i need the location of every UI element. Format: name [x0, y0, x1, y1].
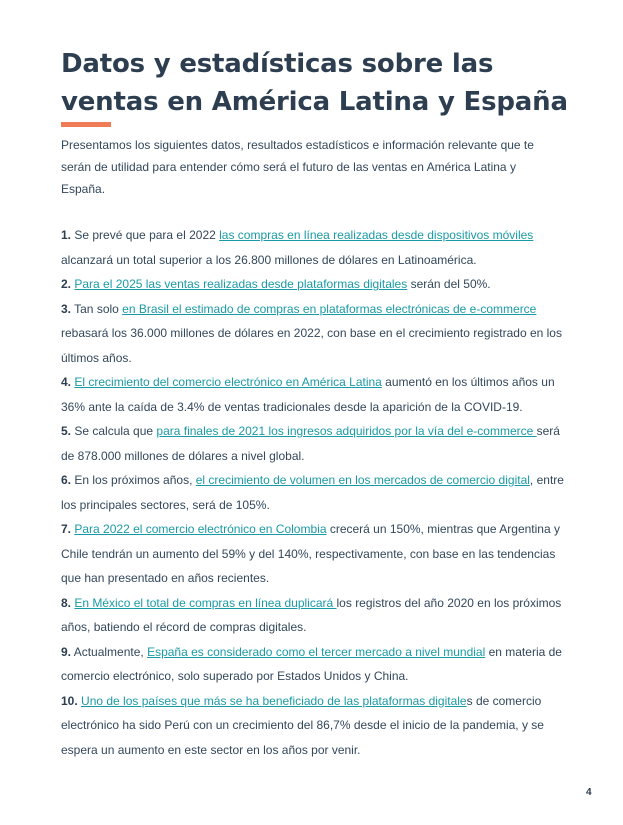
- stat-text-pre: Se prevé que para el 2022: [71, 228, 220, 242]
- stat-number: 8.: [61, 595, 72, 610]
- stat-link[interactable]: el crecimiento de volumen en los mercados de comercio digital: [195, 473, 530, 487]
- stat-text-post: crecerá un 150%, mientras que Argentina y Chile tendrán un aumento del 59% y del 140%, respectivamente, con base en las tendencias que han presentado en años recientes.: [61, 522, 560, 585]
- stat-number: 1.: [61, 228, 72, 242]
- stat-number: 9.: [61, 644, 72, 659]
- stat-number: 10.: [61, 693, 78, 708]
- stat-text-post: aumentó en los últimos años un 36% ante la caída de 3.4% de ventas tradicionales desde la aparición de la COVID-19.: [61, 375, 555, 414]
- stat-text-post: , entre los principales sectores, será de 105%.: [61, 473, 564, 512]
- stat-item-1: [61, 223, 571, 272]
- stat-text-pre: Tan solo: [71, 301, 123, 316]
- stat-text-post: rebasará los 36.000 millones de dólares en 2022, con base en el crecimiento registrado en los últimos años.: [61, 326, 562, 365]
- stat-number: 2.: [61, 277, 72, 291]
- stat-text-pre: Se calcula que: [71, 424, 157, 438]
- stat-text-post: en materia de comercio electrónico, solo superado por Estados Unidos y China.: [61, 644, 562, 683]
- stat-link[interactable]: para finales de 2021 los ingresos adquiridos por la vía del e-commerce: [156, 424, 537, 438]
- stat-link[interactable]: las compras en línea realizadas desde dispositivos móviles: [219, 228, 534, 242]
- title-accent-bar: [61, 122, 111, 127]
- stat-link[interactable]: El crecimiento del comercio electrónico en América Latina: [74, 375, 382, 389]
- stat-text-post: s de comercio electrónico ha sido Perú con un crecimiento del 86,7% desde el inicio de la pandemia, y se espera un aumento en este sector en los años por venir.: [61, 693, 544, 757]
- stat-number: 5.: [61, 424, 72, 438]
- stats-list: [61, 223, 571, 762]
- stat-text-pre: Actualmente,: [71, 644, 148, 659]
- page-title: Datos y estadísticas sobre las ventas en América Latina y España: [61, 49, 568, 117]
- stat-number: 3.: [61, 301, 72, 316]
- stat-number: 7.: [61, 522, 72, 536]
- stat-item-4: [61, 370, 571, 419]
- stat-link[interactable]: En México el total de compras en línea duplicará: [74, 595, 337, 610]
- stat-link[interactable]: Para el 2025 las ventas realizadas desde plataformas digitales: [74, 277, 408, 291]
- stat-text-post: alcanzará un total superior a los 26.800 millones de dólares en Latinoamérica.: [61, 252, 477, 267]
- intro-paragraph: Presentamos los siguientes datos, resultados estadísticos e información relevante que te serán de utilidad para entender cómo será el futuro de las ventas en América Latina y España.: [61, 138, 534, 196]
- stat-item-10: [61, 689, 571, 763]
- stat-link[interactable]: Para 2022 el comercio electrónico en Colombia: [74, 522, 327, 536]
- stat-text-pre: En los próximos años,: [71, 473, 196, 487]
- stat-item-3: [61, 297, 571, 371]
- stat-number: 4.: [61, 375, 72, 389]
- stat-text-post: será de 878.000 millones de dólares a nivel global.: [61, 424, 560, 463]
- stat-text-post: los registros del año 2020 en los próximos años, batiendo el récord de compras digitales.: [61, 595, 562, 634]
- stat-item-5: [61, 419, 571, 468]
- stat-number: 6.: [61, 473, 72, 487]
- stat-item-7: [61, 517, 571, 591]
- page-number: 4: [586, 787, 592, 798]
- stat-link[interactable]: Uno de los países que más se ha beneficiado de las plataformas digitale: [81, 693, 467, 708]
- stat-link[interactable]: en Brasil el estimado de compras en plataformas electrónicas de e-commerce: [122, 301, 537, 316]
- stat-link[interactable]: España es considerado como el tercer mercado a nivel mundial: [147, 644, 486, 659]
- stat-text-post: serán del 50%.: [407, 277, 491, 291]
- stat-item-6: [61, 468, 571, 517]
- stat-item-8: [61, 591, 571, 640]
- stat-item-2: [61, 272, 571, 297]
- stat-item-9: [61, 640, 571, 689]
